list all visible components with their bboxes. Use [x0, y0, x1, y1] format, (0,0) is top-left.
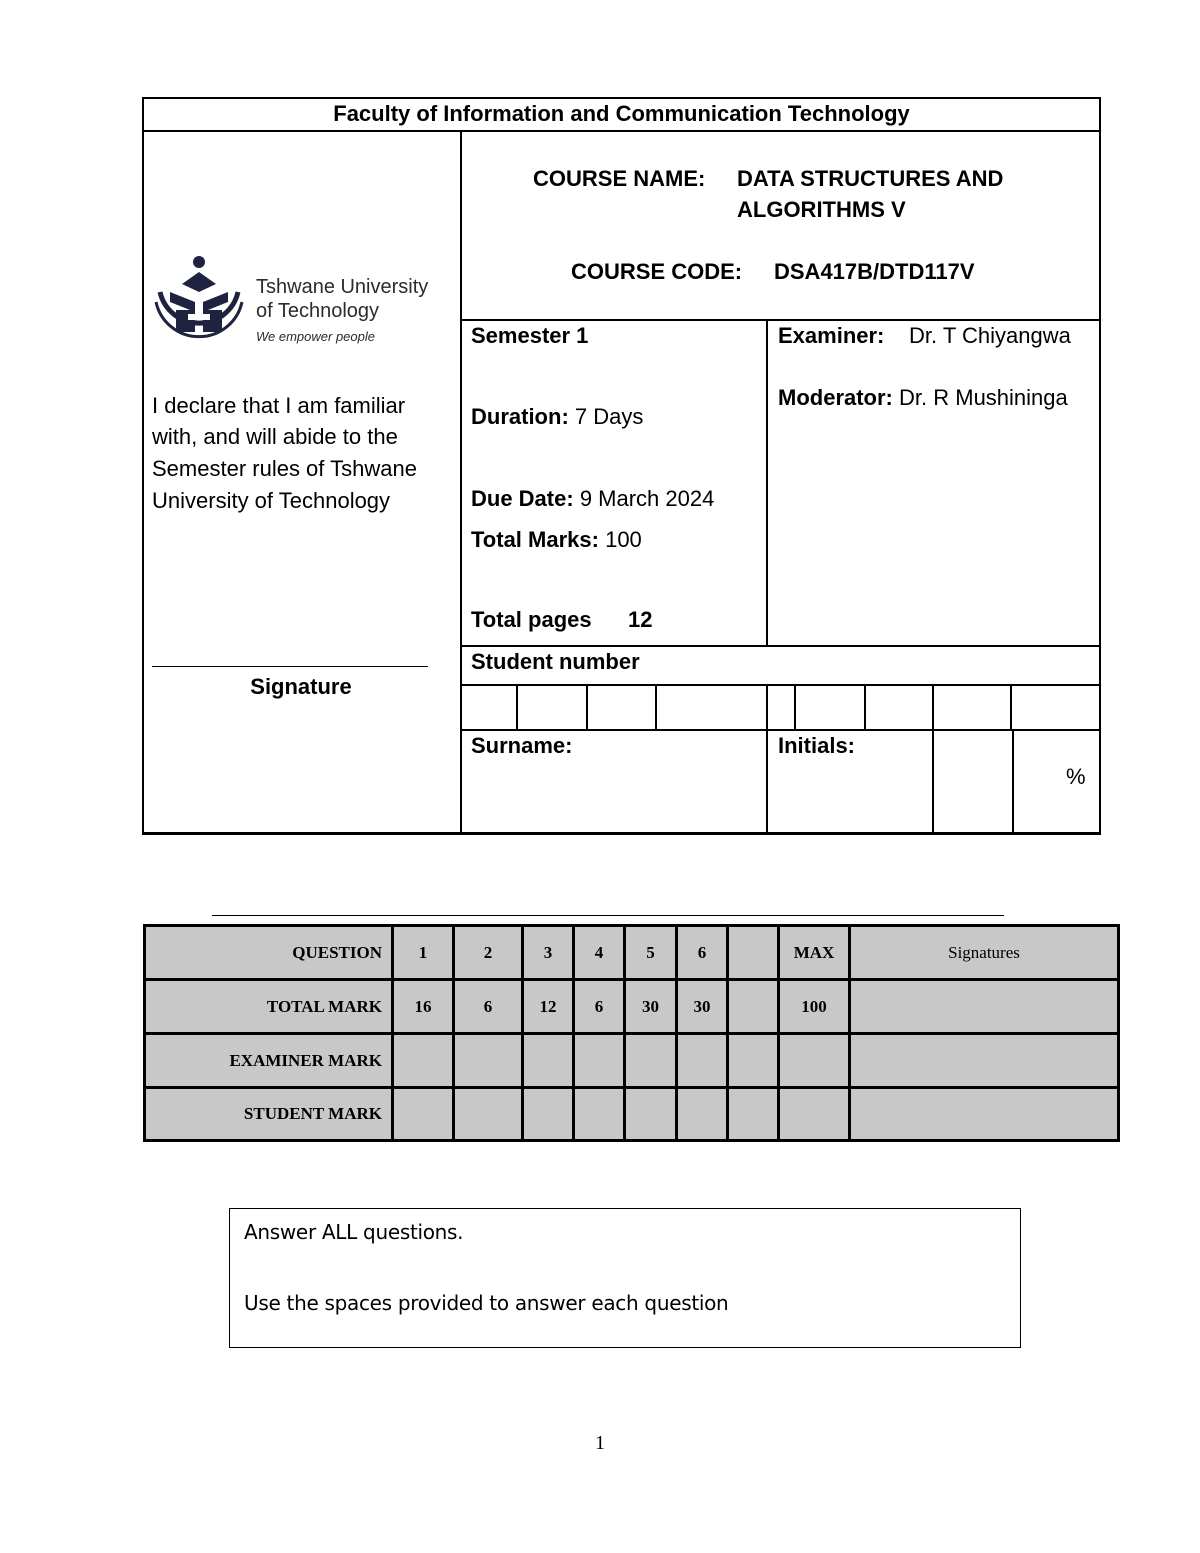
signatures-label: Signatures: [948, 943, 1020, 962]
duration: [471, 404, 643, 430]
question-number: 6: [697, 943, 707, 962]
initials-label: Initials:: [778, 733, 856, 758]
percent-sign: %: [1066, 764, 1086, 789]
course-code-label: COURSE CODE:: [571, 259, 743, 284]
moderator-name: Dr. R Mushininga: [899, 385, 1068, 410]
duration-value: 7 Days: [574, 404, 644, 429]
student-number-label: Student number: [471, 649, 640, 674]
total-mark-value: 12: [539, 997, 557, 1016]
due-date: [471, 486, 714, 512]
total-mark-value: 30: [642, 997, 659, 1016]
declaration-line: University of Technology: [152, 488, 391, 513]
declaration-line: I declare that I am familiar: [152, 393, 406, 418]
total-marks-value: 100: [605, 527, 642, 552]
declaration-line: Semester rules of Tshwane: [152, 456, 417, 481]
signature-line: [152, 666, 428, 667]
moderator-label: Moderator:: [778, 385, 893, 410]
examiner-name: Dr. T Chiyangwa: [909, 323, 1071, 348]
logo-name-line2: of Technology: [256, 300, 380, 322]
surname-label: Surname:: [471, 733, 573, 758]
max-total-value: 100: [801, 997, 827, 1016]
declaration-line: with, and will abide to the: [152, 424, 398, 449]
tut-emblem-icon: [150, 252, 248, 352]
question-number: 5: [646, 943, 655, 962]
table-top-rule: [212, 915, 1004, 916]
instructions-box: [229, 1208, 1021, 1348]
page-number: 1: [595, 1432, 605, 1454]
duration-label: Duration:: [471, 404, 569, 429]
instruction-line: Use the spaces provided to answer each question: [244, 1291, 729, 1315]
due-date-value: 9 March 2024: [579, 486, 715, 511]
logo-tagline: We empower people: [256, 329, 375, 344]
row-label-student-mark: STUDENT MARK: [243, 1104, 382, 1123]
course-name: DATA STRUCTURES AND: [737, 166, 1004, 191]
row-label-examiner-mark: EXAMINER MARK: [229, 1051, 382, 1070]
row-label-total-mark: TOTAL MARK: [266, 997, 382, 1016]
total-pages-value: 12: [628, 607, 653, 632]
moderator: [778, 385, 1068, 411]
total-marks: [471, 527, 642, 553]
question-number: 2: [483, 943, 493, 962]
course-name-line2: ALGORITHMS V: [737, 197, 906, 222]
total-mark-value: 6: [594, 997, 604, 1016]
question-number: 1: [418, 943, 428, 962]
signature-label: Signature: [250, 674, 352, 699]
total-mark-value: 6: [483, 997, 493, 1016]
total-mark-value: 30: [693, 997, 711, 1016]
course-name-label: COURSE NAME:: [533, 166, 706, 191]
question-number: 3: [543, 943, 553, 962]
tut-logo: [150, 252, 450, 352]
examiner-label: Examiner:: [778, 323, 885, 348]
question-number: 4: [594, 943, 604, 962]
logo-name-line1: Tshwane University: [256, 276, 429, 298]
faculty-title: Faculty of Information and Communication Technology: [333, 101, 910, 126]
total-pages-label: Total pages: [471, 607, 592, 632]
marks-table: [143, 924, 1120, 1142]
course-code: DSA417B/DTD117V: [774, 259, 975, 284]
total-marks-label: Total Marks:: [471, 527, 599, 552]
semester: Semester 1: [471, 323, 589, 348]
due-date-label: Due Date:: [471, 486, 574, 511]
max-label: MAX: [793, 943, 835, 962]
total-mark-value: 16: [414, 997, 432, 1016]
instruction-line: Answer ALL questions.: [244, 1220, 464, 1244]
row-label-question: QUESTION: [292, 943, 382, 962]
